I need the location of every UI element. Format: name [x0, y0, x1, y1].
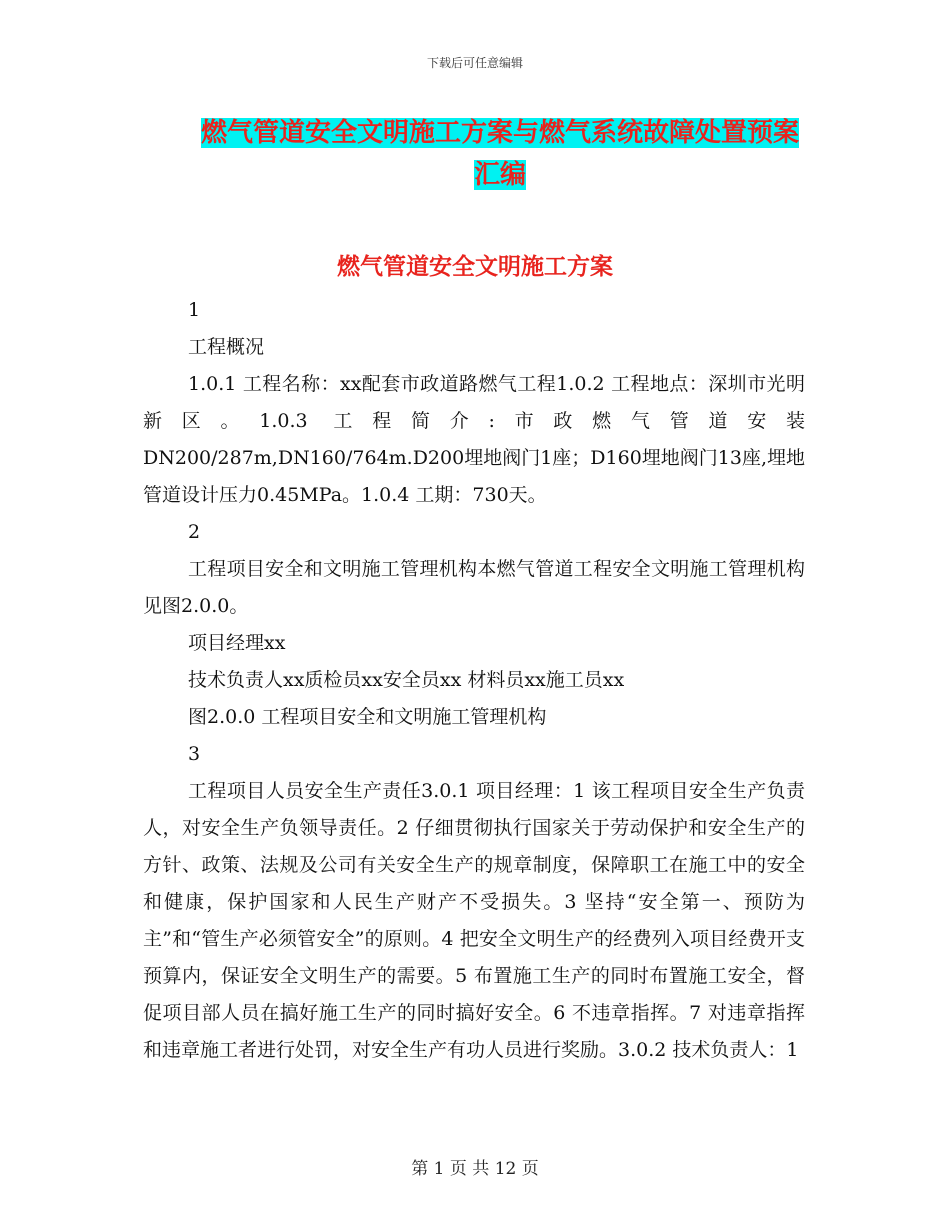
section-title: 燃气管道安全文明施工方案 — [337, 254, 613, 280]
project-overview-paragraph: 1.0.1 工程名称：xx配套市政道路燃气工程1.0.2 工程地点：深圳市光明新区。1.0.3 工程简介:市政燃气管道安装DN200/287m,DN160/764m.D200埋地阀门1座；D160埋地阀门13座,埋地管道设计压力0.45MPa。1.0.4 工期：730天。 — [143, 373, 805, 506]
org-chart-staff: 技术负责人xx质检员xx安全员xx 材料员xx施工员xx — [188, 669, 625, 691]
header-note: 下载后可任意编辑 — [426, 56, 523, 70]
document-body — [143, 292, 805, 1069]
document-title — [190, 112, 810, 196]
section-number: 1 — [188, 299, 201, 321]
section-heading: 工程概况 — [188, 336, 265, 358]
responsibility-paragraph: 工程项目人员安全生产责任3.0.1 项目经理：1 该工程项目安全生产负责人，对安全生产负领导责任。2 仔细贯彻执行国家关于劳动保护和安全生产的方针、政策、法规及公司有关安全生产的规章制度，保障职工在施工中的安全和健康，保护国家和人民生产财产不受损失。3 坚持“安全第一、预防为主”和“管生产必须管安全”的原则。4 把安全文明生产的经费列入项目经费开支预算内，保证安全文明生产的需要。5 布置施工生产的同时布置施工安全，督促项目部人员在搞好施工生产的同时搞好安全。6 不违章指挥。7 对违章指挥和违章施工者进行处罚，对安全生产有功人员进行奖励。3.0.2 技术负责人：1 — [143, 780, 805, 1061]
figure-caption: 图2.0.0 工程项目安全和文明施工管理机构 — [188, 706, 547, 728]
section-number: 2 — [188, 521, 201, 543]
page-footer: 第 1 页 共 12 页 — [411, 1159, 539, 1179]
org-chart-project-manager: 项目经理xx — [188, 632, 286, 654]
section-number: 3 — [188, 743, 201, 765]
document-title-line1: 燃气管道安全文明施工方案与燃气系统故障处置预案 — [200, 118, 799, 148]
management-org-paragraph: 工程项目安全和文明施工管理机构本燃气管道工程安全文明施工管理机构见图2.0.0。 — [143, 558, 805, 617]
document-title-line2: 汇编 — [473, 160, 526, 190]
